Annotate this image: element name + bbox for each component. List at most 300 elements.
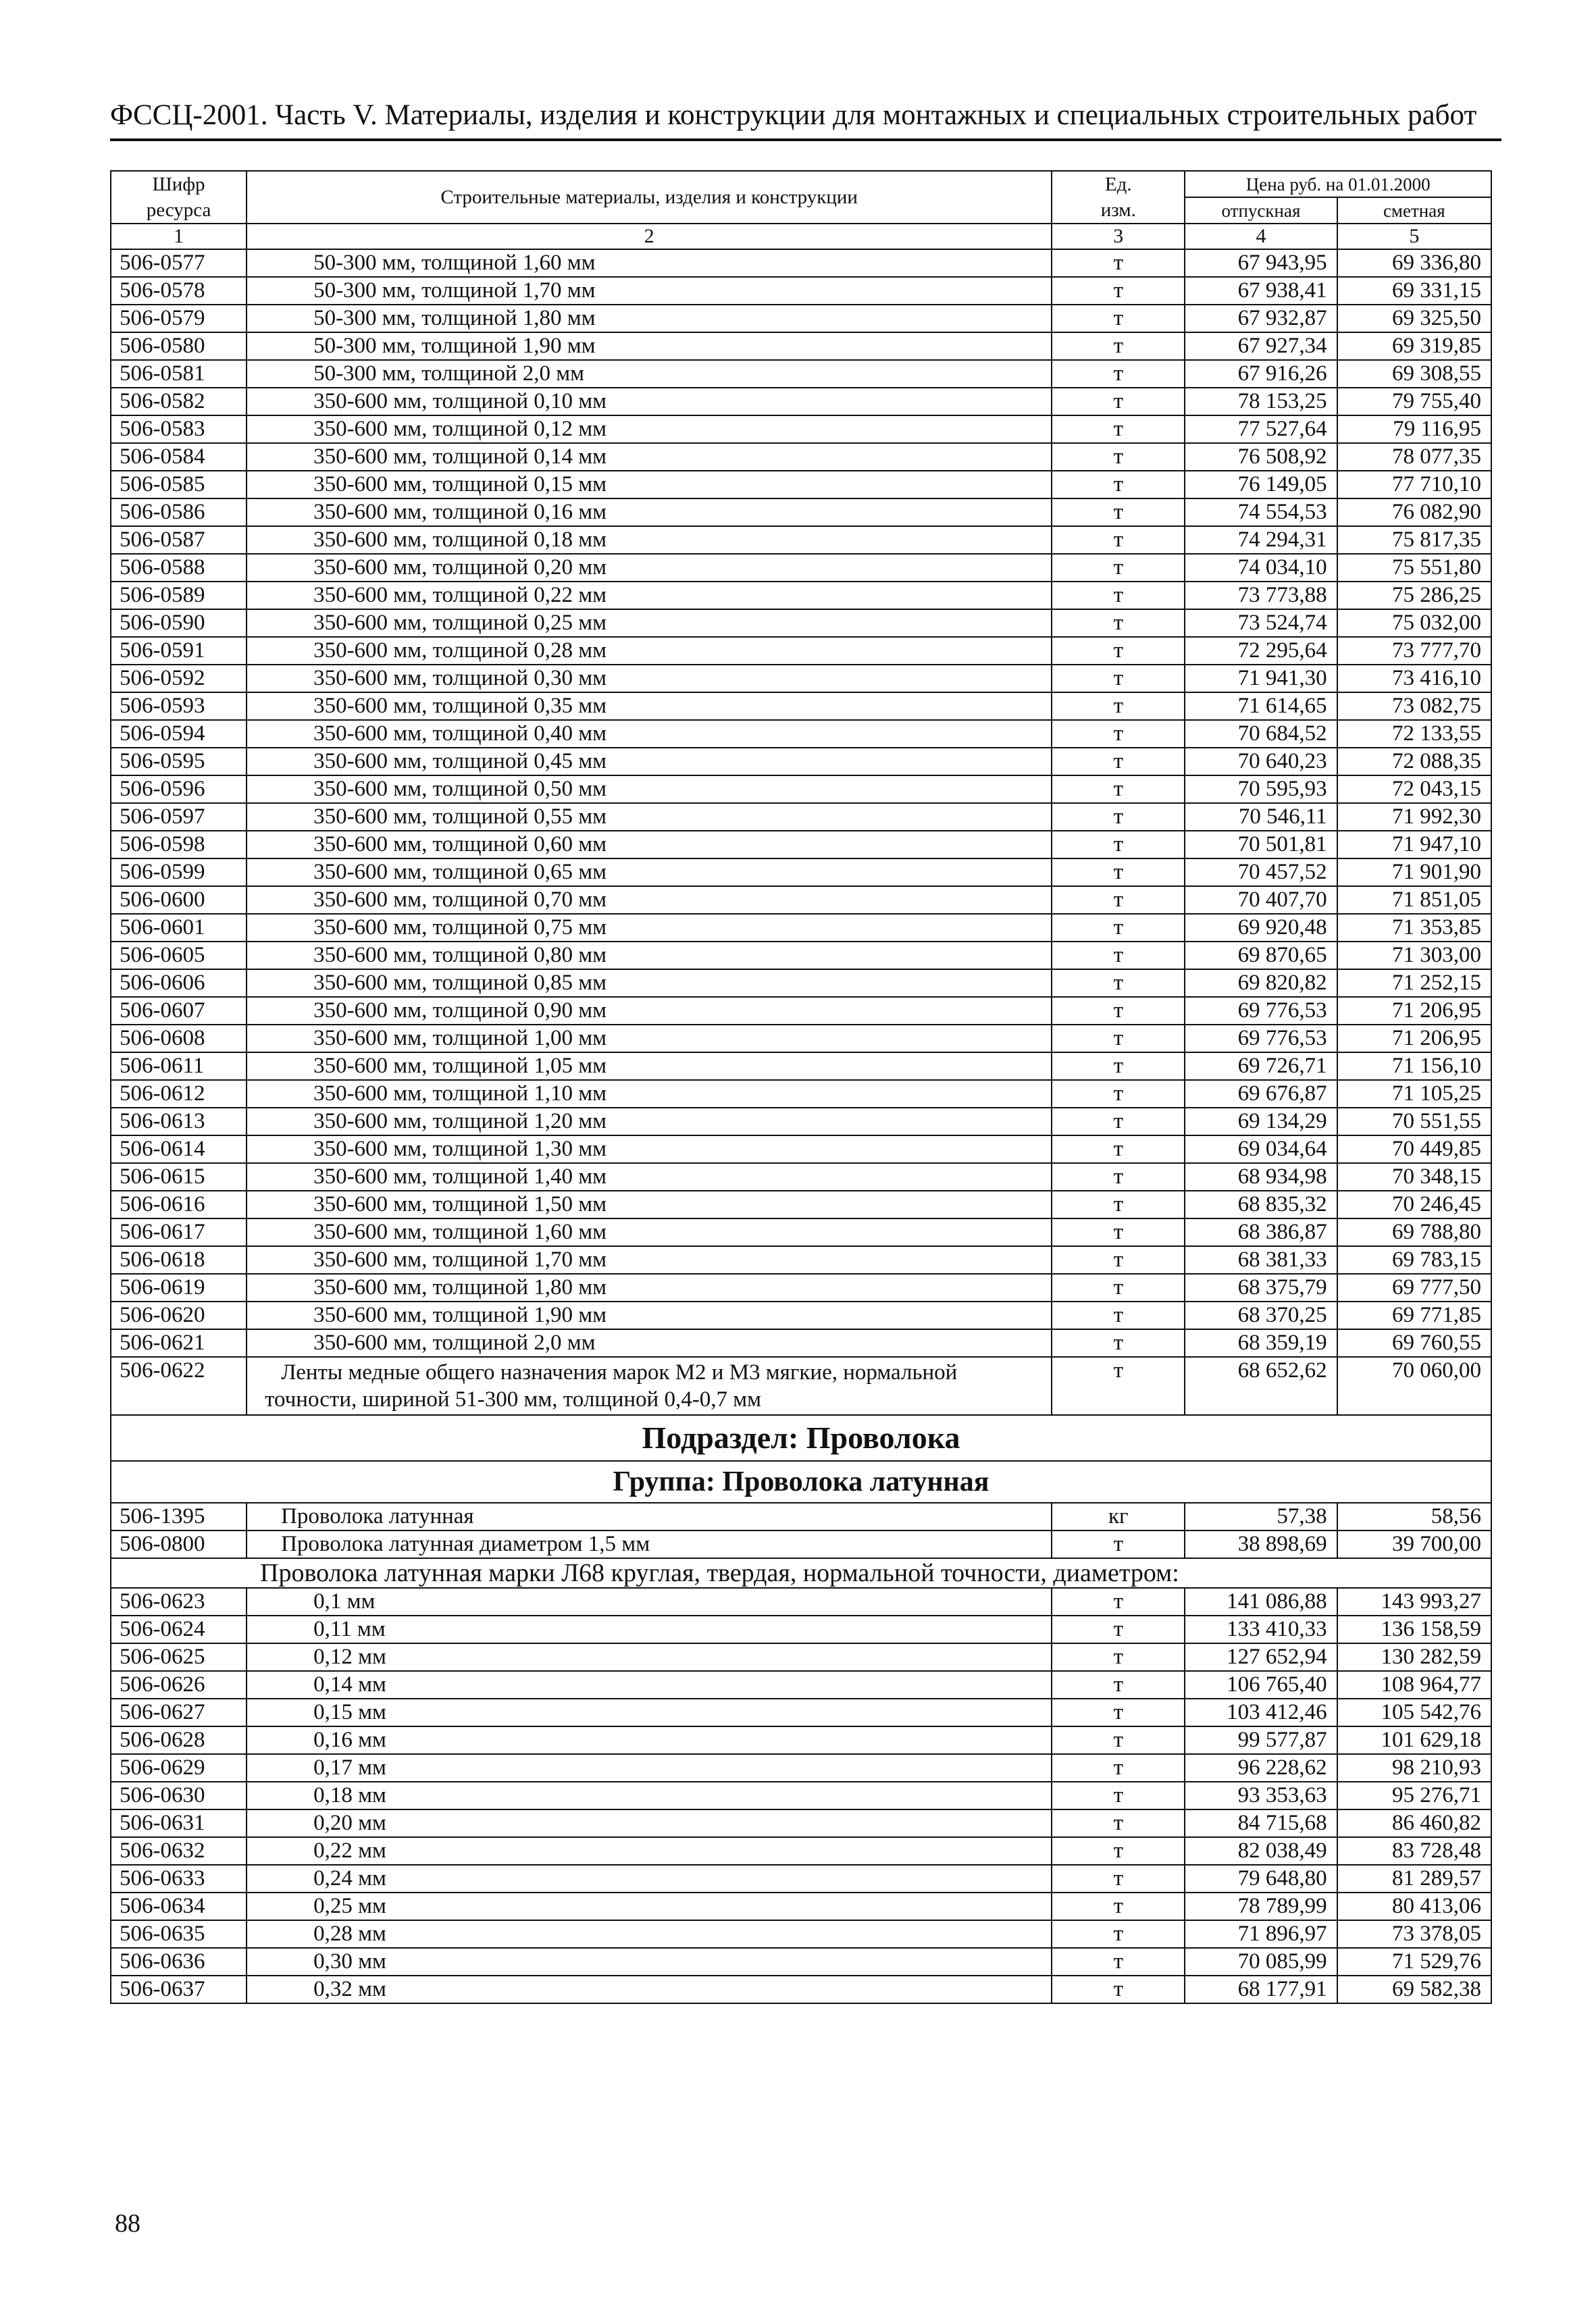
material-name: 350-600 мм, толщиной 0,75 мм (247, 914, 1052, 942)
page-header: ФССЦ-2001. Часть V. Материалы, изделия и конструкции для монтажных и специальных строительных работ (110, 99, 1477, 131)
material-name: 0,1 мм (247, 1588, 1052, 1616)
resource-code: 506-0635 (111, 1920, 247, 1948)
material-name: 0,18 мм (247, 1782, 1052, 1809)
material-name: 350-600 мм, толщиной 1,70 мм (247, 1246, 1052, 1274)
estimate-price: 69 336,80 (1337, 249, 1491, 277)
table-row (111, 1108, 1491, 1135)
material-name: 0,17 мм (247, 1754, 1052, 1782)
table-row (111, 1588, 1491, 1616)
unit: т (1052, 997, 1185, 1025)
resource-code: 506-0622 (111, 1357, 247, 1415)
resource-code: 506-0580 (111, 332, 247, 360)
column-number: 5 (1337, 224, 1491, 249)
table-row (111, 637, 1491, 665)
material-name: 350-600 мм, толщиной 1,30 мм (247, 1135, 1052, 1163)
estimate-price: 76 082,90 (1337, 498, 1491, 526)
release-price: 99 577,87 (1185, 1726, 1337, 1754)
table-row (111, 942, 1491, 969)
material-name: Проволока латунная (247, 1503, 1052, 1531)
table-row (111, 443, 1491, 471)
material-name: 350-600 мм, толщиной 1,10 мм (247, 1080, 1052, 1108)
release-price: 67 927,34 (1185, 332, 1337, 360)
table-row (111, 1080, 1491, 1108)
release-price: 67 932,87 (1185, 305, 1337, 332)
table-row (111, 1135, 1491, 1163)
unit: т (1052, 1357, 1185, 1415)
table-row (111, 748, 1491, 775)
unit: т (1052, 249, 1185, 277)
release-price: 67 943,95 (1185, 249, 1337, 277)
estimate-price: 69 760,55 (1337, 1329, 1491, 1357)
material-name: 350-600 мм, толщиной 1,40 мм (247, 1163, 1052, 1191)
material-name: 350-600 мм, толщиной 0,70 мм (247, 886, 1052, 914)
table-row (111, 665, 1491, 692)
release-price: 70 640,23 (1185, 748, 1337, 775)
resource-code: 506-0629 (111, 1754, 247, 1782)
material-name: 0,15 мм (247, 1699, 1052, 1726)
code-column-header: Шифр ресурса (111, 171, 247, 224)
resource-code: 506-0625 (111, 1643, 247, 1671)
resource-code: 506-0599 (111, 858, 247, 886)
unit: т (1052, 1643, 1185, 1671)
release-price: 74 034,10 (1185, 554, 1337, 582)
table-row (111, 1809, 1491, 1837)
resource-code: 506-0608 (111, 1025, 247, 1052)
unit: т (1052, 803, 1185, 831)
estimate-price: 70 449,85 (1337, 1135, 1491, 1163)
table-row (111, 360, 1491, 388)
estimate-price: 70 060,00 (1337, 1357, 1491, 1415)
table-row (111, 1246, 1491, 1274)
price-table (110, 170, 1492, 2004)
material-name: 350-600 мм, толщиной 1,90 мм (247, 1302, 1052, 1329)
table-row (111, 720, 1491, 748)
table-header (111, 171, 1491, 249)
estimate-price: 108 964,77 (1337, 1671, 1491, 1699)
estimate-price: 86 460,82 (1337, 1809, 1491, 1837)
resource-code: 506-1395 (111, 1503, 247, 1531)
unit: т (1052, 1616, 1185, 1643)
name-column-header: Строительные материалы, изделия и конструкции (247, 171, 1052, 224)
unit: т (1052, 1754, 1185, 1782)
resource-code: 506-0582 (111, 388, 247, 415)
material-name: 350-600 мм, толщиной 0,18 мм (247, 526, 1052, 554)
resource-code: 506-0594 (111, 720, 247, 748)
release-price: 70 684,52 (1185, 720, 1337, 748)
release-price: 68 386,87 (1185, 1218, 1337, 1246)
unit: т (1052, 914, 1185, 942)
estimate-price: 73 378,05 (1337, 1920, 1491, 1948)
estimate-price: 71 105,25 (1337, 1080, 1491, 1108)
release-price: 69 776,53 (1185, 1025, 1337, 1052)
unit: т (1052, 498, 1185, 526)
estimate-price: 71 252,15 (1337, 969, 1491, 997)
table-row (111, 1274, 1491, 1302)
resource-code: 506-0588 (111, 554, 247, 582)
material-name: 350-600 мм, толщиной 0,30 мм (247, 665, 1052, 692)
resource-code: 506-0585 (111, 471, 247, 498)
release-price: 69 820,82 (1185, 969, 1337, 997)
column-number: 3 (1052, 224, 1185, 249)
resource-code: 506-0611 (111, 1052, 247, 1080)
estimate-price: 73 777,70 (1337, 637, 1491, 665)
estimate-price: 69 325,50 (1337, 305, 1491, 332)
table-body-brass-wire (111, 1503, 1491, 1558)
estimate-price: 75 032,00 (1337, 609, 1491, 637)
table-row (111, 914, 1491, 942)
release-price: 69 776,53 (1185, 997, 1337, 1025)
estimate-price: 69 308,55 (1337, 360, 1491, 388)
release-price: 70 546,11 (1185, 803, 1337, 831)
resource-code: 506-0607 (111, 997, 247, 1025)
estimate-price: 98 210,93 (1337, 1754, 1491, 1782)
table-row (111, 249, 1491, 277)
estimate-price: 72 133,55 (1337, 720, 1491, 748)
material-name: 350-600 мм, толщиной 0,85 мм (247, 969, 1052, 997)
table-row (111, 415, 1491, 443)
estimate-price: 81 289,57 (1337, 1865, 1491, 1893)
unit: т (1052, 388, 1185, 415)
estimate-price: 71 901,90 (1337, 858, 1491, 886)
material-name: Проволока латунная диаметром 1,5 мм (247, 1531, 1052, 1558)
release-price: 69 870,65 (1185, 942, 1337, 969)
material-name: 0,24 мм (247, 1865, 1052, 1893)
resource-code: 506-0624 (111, 1616, 247, 1643)
resource-code: 506-0616 (111, 1191, 247, 1218)
resource-code: 506-0619 (111, 1274, 247, 1302)
table-row (111, 1726, 1491, 1754)
material-name: 350-600 мм, толщиной 0,20 мм (247, 554, 1052, 582)
material-name: 0,11 мм (247, 1616, 1052, 1643)
unit: т (1052, 1531, 1185, 1558)
resource-code: 506-0634 (111, 1893, 247, 1920)
unit: т (1052, 1274, 1185, 1302)
unit: т (1052, 942, 1185, 969)
release-price: 96 228,62 (1185, 1754, 1337, 1782)
resource-code: 506-0618 (111, 1246, 247, 1274)
material-name: 350-600 мм, толщиной 1,05 мм (247, 1052, 1052, 1080)
resource-code: 506-0800 (111, 1531, 247, 1558)
unit: т (1052, 554, 1185, 582)
material-name: 350-600 мм, толщиной 0,35 мм (247, 692, 1052, 720)
unit: т (1052, 1108, 1185, 1135)
subheading-row (111, 1558, 1491, 1588)
release-price: 74 294,31 (1185, 526, 1337, 554)
resource-code: 506-0626 (111, 1671, 247, 1699)
table-row (111, 886, 1491, 914)
unit: т (1052, 415, 1185, 443)
material-name: 0,30 мм (247, 1948, 1052, 1976)
estimate-price: 73 082,75 (1337, 692, 1491, 720)
table-row (111, 803, 1491, 831)
material-name: 350-600 мм, толщиной 0,40 мм (247, 720, 1052, 748)
estimate-price: 69 788,80 (1337, 1218, 1491, 1246)
estimate-price: 75 286,25 (1337, 582, 1491, 609)
estimate-price: 71 529,76 (1337, 1948, 1491, 1976)
resource-code: 506-0623 (111, 1588, 247, 1616)
unit: т (1052, 332, 1185, 360)
table-row (111, 305, 1491, 332)
table-row (111, 1699, 1491, 1726)
unit: т (1052, 360, 1185, 388)
column-number: 4 (1185, 224, 1337, 249)
release-price: 141 086,88 (1185, 1588, 1337, 1616)
unit: т (1052, 1302, 1185, 1329)
resource-code: 506-0615 (111, 1163, 247, 1191)
resource-code: 506-0637 (111, 1976, 247, 2003)
resource-code: 506-0605 (111, 942, 247, 969)
release-price: 68 177,91 (1185, 1976, 1337, 2003)
material-name: 350-600 мм, толщиной 1,80 мм (247, 1274, 1052, 1302)
release-price: 82 038,49 (1185, 1837, 1337, 1865)
resource-code: 506-0617 (111, 1218, 247, 1246)
resource-code: 506-0581 (111, 360, 247, 388)
table-body-brass-wire-l68 (111, 1588, 1491, 2003)
table-row (111, 969, 1491, 997)
unit: т (1052, 1726, 1185, 1754)
material-name: 50-300 мм, толщиной 1,80 мм (247, 305, 1052, 332)
release-price: 71 896,97 (1185, 1920, 1337, 1948)
resource-code: 506-0613 (111, 1108, 247, 1135)
material-name: 350-600 мм, толщиной 0,50 мм (247, 775, 1052, 803)
release-price: 77 527,64 (1185, 415, 1337, 443)
resource-code: 506-0612 (111, 1080, 247, 1108)
resource-code: 506-0590 (111, 609, 247, 637)
material-name: 0,22 мм (247, 1837, 1052, 1865)
table-row (111, 1163, 1491, 1191)
release-price: 68 652,62 (1185, 1357, 1337, 1415)
material-name: 350-600 мм, толщиной 0,16 мм (247, 498, 1052, 526)
table-row (111, 997, 1491, 1025)
unit: т (1052, 831, 1185, 858)
unit: т (1052, 609, 1185, 637)
unit: т (1052, 1809, 1185, 1837)
price-column-header: Цена руб. на 01.01.2000 (1185, 171, 1491, 197)
table-row (111, 1218, 1491, 1246)
material-name: 350-600 мм, толщиной 1,50 мм (247, 1191, 1052, 1218)
resource-code: 506-0632 (111, 1837, 247, 1865)
release-price: 103 412,46 (1185, 1699, 1337, 1726)
estimate-price: 136 158,59 (1337, 1616, 1491, 1643)
material-name: 350-600 мм, толщиной 0,60 мм (247, 831, 1052, 858)
release-price: 133 410,33 (1185, 1616, 1337, 1643)
estimate-price: 77 710,10 (1337, 471, 1491, 498)
resource-code: 506-0606 (111, 969, 247, 997)
table-body-subheading (111, 1558, 1491, 1588)
release-price: 70 457,52 (1185, 858, 1337, 886)
resource-code: 506-0631 (111, 1809, 247, 1837)
table-row (111, 1754, 1491, 1782)
resource-code: 506-0628 (111, 1726, 247, 1754)
resource-code: 506-0587 (111, 526, 247, 554)
material-name: 0,20 мм (247, 1809, 1052, 1837)
unit: т (1052, 665, 1185, 692)
release-price: 78 789,99 (1185, 1893, 1337, 1920)
resource-code: 506-0600 (111, 886, 247, 914)
resource-code: 506-0586 (111, 498, 247, 526)
unit: т (1052, 1329, 1185, 1357)
resource-code: 506-0577 (111, 249, 247, 277)
estimate-price: 71 156,10 (1337, 1052, 1491, 1080)
material-name: 50-300 мм, толщиной 1,60 мм (247, 249, 1052, 277)
table-row (111, 582, 1491, 609)
release-price: 84 715,68 (1185, 1809, 1337, 1837)
resource-code: 506-0592 (111, 665, 247, 692)
release-price: 69 726,71 (1185, 1052, 1337, 1080)
unit: т (1052, 969, 1185, 997)
table-row (111, 1191, 1491, 1218)
group-row (111, 1461, 1491, 1503)
estimate-price: 101 629,18 (1337, 1726, 1491, 1754)
material-name: 350-600 мм, толщиной 0,12 мм (247, 415, 1052, 443)
unit: т (1052, 1699, 1185, 1726)
table-row (111, 1671, 1491, 1699)
release-price: 69 134,29 (1185, 1108, 1337, 1135)
material-name: 350-600 мм, толщиной 0,90 мм (247, 997, 1052, 1025)
estimate-price: 39 700,00 (1337, 1531, 1491, 1558)
estimate-price: 71 947,10 (1337, 831, 1491, 858)
release-price: 68 381,33 (1185, 1246, 1337, 1274)
table-row (111, 609, 1491, 637)
section-row (111, 1415, 1491, 1461)
material-name: 0,12 мм (247, 1643, 1052, 1671)
unit: т (1052, 1135, 1185, 1163)
material-name: 50-300 мм, толщиной 1,70 мм (247, 277, 1052, 305)
resource-code: 506-0627 (111, 1699, 247, 1726)
material-name: 350-600 мм, толщиной 0,80 мм (247, 942, 1052, 969)
table-row (111, 1948, 1491, 1976)
table-row (111, 1782, 1491, 1809)
unit: т (1052, 1080, 1185, 1108)
resource-code: 506-0601 (111, 914, 247, 942)
table-row (111, 1920, 1491, 1948)
release-price-header: отпускная (1185, 197, 1337, 224)
table-row (111, 388, 1491, 415)
material-name: 350-600 мм, толщиной 0,14 мм (247, 443, 1052, 471)
resource-code: 506-0598 (111, 831, 247, 858)
estimate-price: 75 551,80 (1337, 554, 1491, 582)
resource-code: 506-0633 (111, 1865, 247, 1893)
resource-code: 506-0597 (111, 803, 247, 831)
table-row (111, 775, 1491, 803)
unit: т (1052, 471, 1185, 498)
unit: т (1052, 748, 1185, 775)
table-row (111, 1025, 1491, 1052)
table-row (111, 1531, 1491, 1558)
resource-code: 506-0630 (111, 1782, 247, 1809)
release-price: 106 765,40 (1185, 1671, 1337, 1699)
table-row (111, 692, 1491, 720)
estimate-price: 80 413,06 (1337, 1893, 1491, 1920)
unit: т (1052, 692, 1185, 720)
resource-code: 506-0589 (111, 582, 247, 609)
unit: т (1052, 1976, 1185, 2003)
unit: т (1052, 582, 1185, 609)
resource-code: 506-0584 (111, 443, 247, 471)
table-row (111, 1976, 1491, 2003)
table-row (111, 1357, 1491, 1415)
resource-code: 506-0583 (111, 415, 247, 443)
table-body-copper-strip (111, 249, 1491, 1357)
table-row (111, 1329, 1491, 1357)
release-price: 127 652,94 (1185, 1643, 1337, 1671)
estimate-price: 73 416,10 (1337, 665, 1491, 692)
unit: т (1052, 1893, 1185, 1920)
resource-code: 506-0579 (111, 305, 247, 332)
release-price: 74 554,53 (1185, 498, 1337, 526)
estimate-price: 70 246,45 (1337, 1191, 1491, 1218)
section-title: Подраздел: Проволока (111, 1415, 1491, 1461)
release-price: 76 508,92 (1185, 443, 1337, 471)
unit: т (1052, 277, 1185, 305)
release-price: 68 375,79 (1185, 1274, 1337, 1302)
unit: т (1052, 1837, 1185, 1865)
unit: т (1052, 637, 1185, 665)
unit: т (1052, 720, 1185, 748)
estimate-price: 69 777,50 (1337, 1274, 1491, 1302)
table-row (111, 1893, 1491, 1920)
unit: т (1052, 305, 1185, 332)
resource-code: 506-0620 (111, 1302, 247, 1329)
resource-code: 506-0593 (111, 692, 247, 720)
unit: т (1052, 886, 1185, 914)
estimate-price: 130 282,59 (1337, 1643, 1491, 1671)
release-price: 79 648,80 (1185, 1865, 1337, 1893)
release-price: 72 295,64 (1185, 637, 1337, 665)
unit: кг (1052, 1503, 1185, 1531)
estimate-price: 69 319,85 (1337, 332, 1491, 360)
resource-code: 506-0578 (111, 277, 247, 305)
unit-column-header: Ед. изм. (1052, 171, 1185, 224)
table-row (111, 858, 1491, 886)
table-body-special (111, 1357, 1491, 1503)
unit: т (1052, 526, 1185, 554)
table-row (111, 554, 1491, 582)
material-name: 350-600 мм, толщиной 1,00 мм (247, 1025, 1052, 1052)
unit: т (1052, 1246, 1185, 1274)
release-price: 70 501,81 (1185, 831, 1337, 858)
release-price: 67 938,41 (1185, 277, 1337, 305)
subheading-text: Проволока латунная марки Л68 круглая, твердая, нормальной точности, диаметром: (111, 1558, 1491, 1588)
table-row (111, 1837, 1491, 1865)
unit: т (1052, 1191, 1185, 1218)
release-price: 67 916,26 (1185, 360, 1337, 388)
release-price: 73 773,88 (1185, 582, 1337, 609)
unit: т (1052, 1588, 1185, 1616)
material-name: 0,25 мм (247, 1893, 1052, 1920)
estimate-price: 105 542,76 (1337, 1699, 1491, 1726)
table-row (111, 831, 1491, 858)
table-row (111, 277, 1491, 305)
material-name: 50-300 мм, толщиной 1,90 мм (247, 332, 1052, 360)
unit: т (1052, 1671, 1185, 1699)
estimate-price: 72 043,15 (1337, 775, 1491, 803)
table-row (111, 526, 1491, 554)
estimate-price: 69 771,85 (1337, 1302, 1491, 1329)
release-price: 57,38 (1185, 1503, 1337, 1531)
release-price: 73 524,74 (1185, 609, 1337, 637)
material-name: 350-600 мм, толщиной 0,22 мм (247, 582, 1052, 609)
estimate-price: 143 993,27 (1337, 1588, 1491, 1616)
table-row (111, 498, 1491, 526)
unit: т (1052, 1920, 1185, 1948)
column-number: 2 (247, 224, 1052, 249)
material-name: 0,28 мм (247, 1920, 1052, 1948)
release-price: 68 370,25 (1185, 1302, 1337, 1329)
unit: т (1052, 443, 1185, 471)
estimate-price: 71 303,00 (1337, 942, 1491, 969)
resource-code: 506-0614 (111, 1135, 247, 1163)
